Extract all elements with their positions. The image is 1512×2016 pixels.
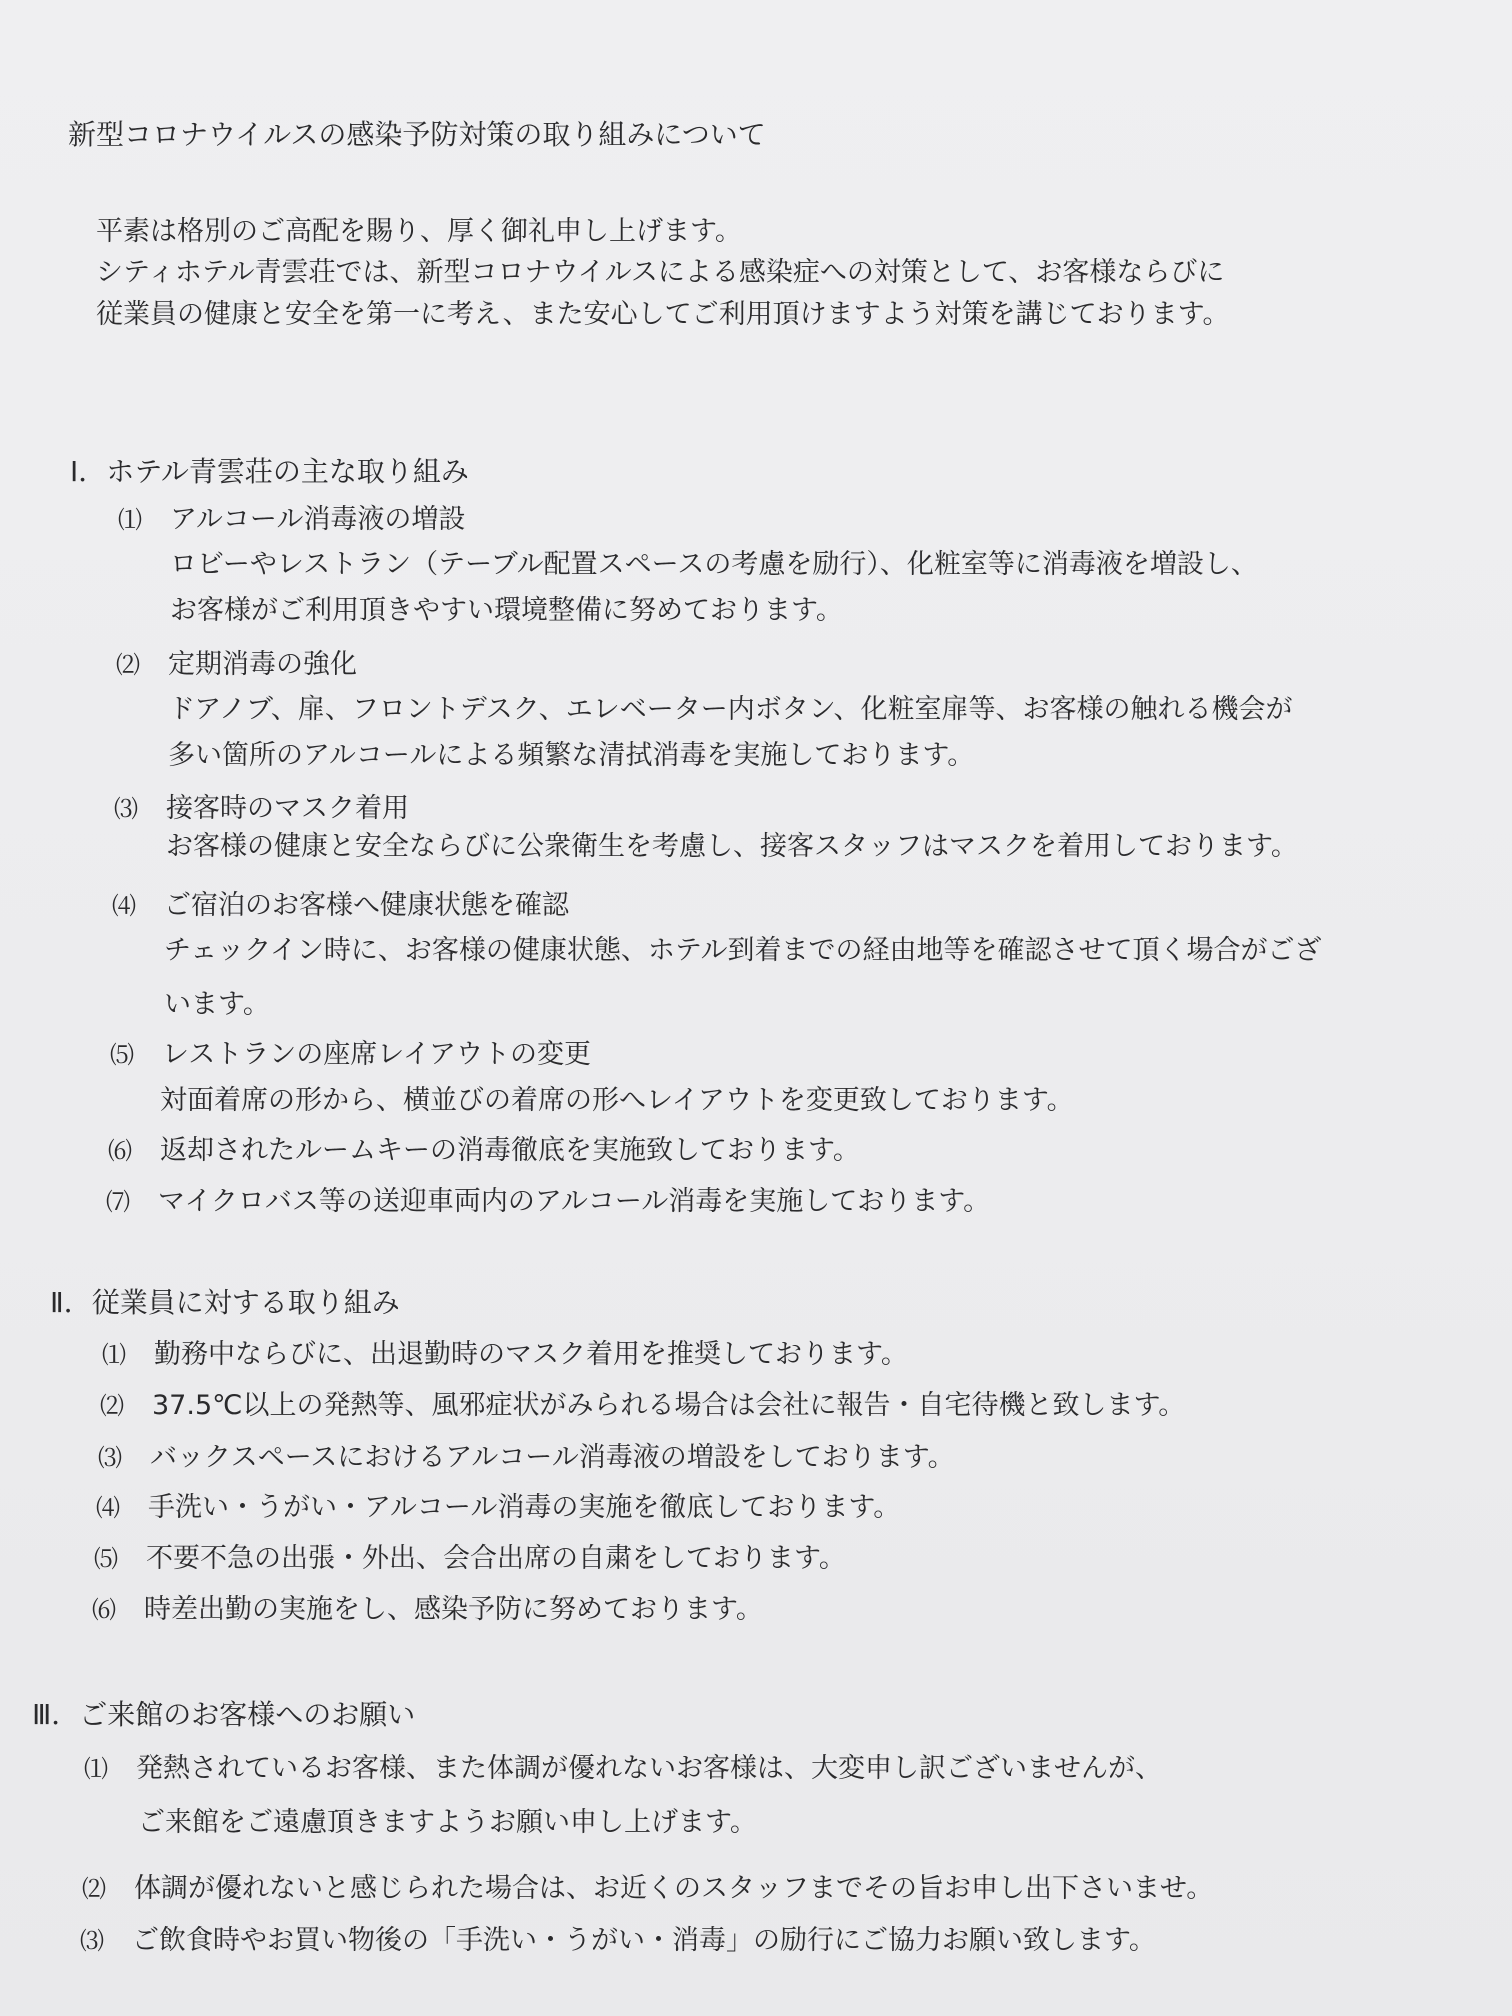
list-item [116, 648, 357, 682]
item-number: ⑴ [118, 506, 142, 534]
item-number: ⑴ [102, 1341, 126, 1369]
list-item [92, 1593, 763, 1627]
intro-line: シティホテル青雲荘では、新型コロナウイルスによる感染症への対策として、お客様ならびに [96, 257, 1225, 288]
list-item [82, 1872, 1213, 1906]
list-item [80, 1924, 1156, 1958]
item-detail: ご来館をご遠慮頂きますようお願い申し上げます。 [138, 1807, 757, 1838]
list-item [94, 1542, 846, 1576]
item-detail: お客様の健康と安全ならびに公衆衛生を考慮し、接客スタッフはマスクを着用しております。 [166, 831, 1298, 862]
item-text: 不要不急の出張・外出、会合出席の自粛をしております。 [146, 1543, 846, 1574]
item-number: ⑵ [100, 1392, 124, 1420]
item-text: ご宿泊のお客様へ健康状態を確認 [164, 890, 569, 921]
list-item [96, 1491, 900, 1525]
item-number: ⑸ [94, 1545, 118, 1573]
section-heading: Ⅰ．ホテル青雲荘の主な取り組み [70, 455, 469, 488]
item-number: ⑶ [114, 795, 138, 823]
item-text: マイクロバス等の送迎車両内のアルコール消毒を実施しております。 [158, 1186, 991, 1217]
item-text: 発熱されているお客様、また体調が優れないお客様は、大変申し訳ございませんが、 [136, 1753, 1162, 1784]
item-number: ⑷ [96, 1494, 120, 1522]
list-item [112, 889, 569, 923]
item-number: ⑹ [108, 1137, 132, 1165]
item-text: 勤務中ならびに、出退勤時のマスク着用を推奨しております。 [154, 1339, 908, 1370]
item-text: 体調が優れないと感じられた場合は、お近くのスタッフまでその旨お申し出下さいませ。 [134, 1873, 1214, 1904]
item-text: バックスペースにおけるアルコール消毒液の増設をしております。 [150, 1442, 955, 1473]
list-item [102, 1338, 908, 1372]
item-detail: チェックイン時に、お客様の健康状態、ホテル到着までの経由地等を確認させて頂く場合がござ [164, 935, 1322, 966]
item-number: ⑷ [112, 892, 136, 920]
item-detail: います。 [164, 989, 270, 1020]
item-text: 手洗い・うがい・アルコール消毒の実施を徹底しております。 [148, 1492, 901, 1523]
list-item [108, 1134, 860, 1168]
section-heading: Ⅱ．従業員に対する取り組み [50, 1286, 400, 1319]
item-text: 37.5℃以上の発熱等、風邪症状がみられる場合は会社に報告・自宅待機と致します。 [152, 1390, 1186, 1421]
item-detail: お客様がご利用頂きやすい環境整備に努めております。 [170, 595, 843, 626]
item-text: アルコール消毒液の増設 [170, 504, 466, 535]
item-number: ⑵ [82, 1875, 106, 1903]
item-detail: ロビーやレストラン（テーブル配置スペースの考慮を励行）、化粧室等に消毒液を増設し、 [170, 549, 1258, 580]
item-detail: 多い箇所のアルコールによる頻繁な清拭消毒を実施しております。 [168, 740, 975, 771]
item-text: 返却されたルームキーの消毒徹底を実施致しております。 [160, 1135, 860, 1166]
list-item [106, 1185, 990, 1219]
list-item [84, 1752, 1162, 1786]
list-item [98, 1441, 955, 1475]
item-number: ⑶ [98, 1444, 122, 1472]
item-number: ⑺ [106, 1188, 130, 1216]
list-item [118, 503, 465, 537]
item-text: 時差出勤の実施をし、感染予防に努めております。 [144, 1594, 763, 1625]
intro-line: 従業員の健康と安全を第一に考え、また安心してご利用頂けますよう対策を講じております。 [96, 299, 1230, 330]
item-text: 接客時のマスク着用 [166, 793, 409, 824]
item-detail: 対面着席の形から、横並びの着席の形へレイアウトを変更致しております。 [160, 1085, 1074, 1116]
list-item [114, 792, 409, 826]
item-number: ⑵ [116, 651, 140, 679]
item-text: レストランの座席レイアウトの変更 [162, 1039, 592, 1070]
section-heading: Ⅲ．ご来館のお客様へのお願い [32, 1698, 416, 1731]
document-title: 新型コロナウイルスの感染予防対策の取り組みについて [68, 118, 766, 151]
item-number: ⑴ [84, 1755, 108, 1783]
item-text: ご飲食時やお買い物後の「手洗い・うがい・消毒」の励行にご協力お願い致します。 [132, 1925, 1156, 1956]
item-number: ⑹ [92, 1596, 116, 1624]
item-text: 定期消毒の強化 [168, 649, 357, 680]
item-detail: ドアノブ、扉、フロントデスク、エレベーター内ボタン、化粧室扉等、お客様の触れる機会が [168, 694, 1293, 725]
item-number: ⑸ [110, 1041, 134, 1069]
list-item [110, 1038, 591, 1072]
item-number: ⑶ [80, 1927, 104, 1955]
intro-line: 平素は格別のご高配を賜り、厚く御礼申し上げます。 [96, 216, 742, 247]
list-item [100, 1389, 1185, 1423]
